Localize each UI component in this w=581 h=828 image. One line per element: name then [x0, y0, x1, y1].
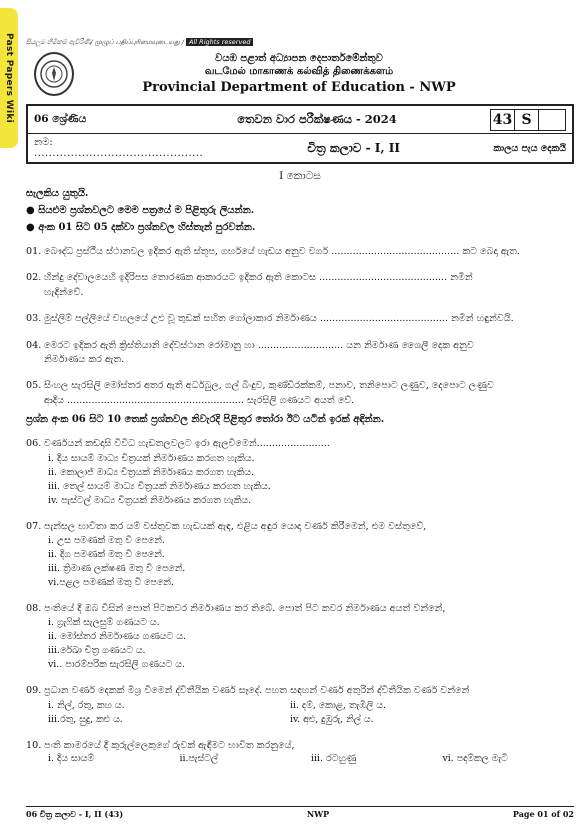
- subject-title: චිත්‍ර කලාව - I, II: [307, 140, 400, 155]
- question-text: පංති කාමරයේ දී කුරුල්ලෙකුගේ රුවක් ඇඳීමට භාවිත කරනුයේ,: [44, 739, 295, 751]
- option[interactable]: i. ග්‍රැෆික් සැලසුම් ගණයට ය.: [48, 617, 160, 629]
- question-05: [26, 379, 574, 408]
- footer-page-number: Page 01 of 02: [512, 809, 574, 819]
- option[interactable]: i. නිල්, රතු, කහ ය.: [48, 699, 125, 711]
- name-dots: ..............................................: [34, 148, 204, 159]
- paper-code-number: 43: [491, 110, 515, 130]
- instruction-note: සැලකිය යුතුයි.: [26, 188, 89, 199]
- term-title: තෙවන වාර පරීක්ෂණය - 2024: [237, 112, 397, 126]
- question-number: 07.: [26, 520, 42, 532]
- question-text: ප්‍රධාන වර්ණ දෙකක් මිශ්‍ර වීමෙන් ද්විතීයික වර්ණ සෑදේ. පහත සඳහන් වර්ණ අතුරින් ද්විතීයික වර්ණ වන්නේ: [44, 685, 470, 697]
- option[interactable]: i. උස පමණක් මතු වී පෙනේ.: [48, 534, 165, 546]
- options-07: [26, 534, 574, 590]
- question-04: [26, 339, 574, 368]
- provincial-seal-icon: [34, 52, 74, 96]
- question-text: වර්ණයන් කඩදාසි විවිධ හැඩතලවලට ඉරා ඇලවීමෙන්........................: [44, 438, 330, 450]
- sidebar-tab-label: Past Papers Wiki: [4, 32, 14, 123]
- rights-bar: All Rights reserved: [186, 38, 253, 46]
- question-text: පැන්සල භාවිතා කර යම් වස්තුවක හැඩයක් ඇඳ, එළිය අඳුර යොදා වර්ණ කිරීමෙන්, එම වස්තුවේ,: [44, 520, 427, 532]
- question-number: 06.: [26, 438, 42, 450]
- option[interactable]: ii. කොලාජ් මාධ්‍ය චිත්‍රයක් නිර්මාණය කරගත හැකිය.: [48, 466, 254, 478]
- footer-center: NWP: [306, 809, 330, 819]
- question-number: 04.: [26, 339, 42, 351]
- question-02: [26, 271, 574, 300]
- question-continuation: ආදිය .......................................................... සැරසිලි ගණයට අයත් වේ.: [44, 394, 355, 406]
- exam-header: [26, 48, 574, 100]
- option[interactable]: iv. පැස්ටල් මාධ්‍ය චිත්‍රයක් නිර්මාණය කරගත හැකිය.: [48, 494, 252, 506]
- rights-prefix: සියලුම හිමිකම් ඇවිරිණි/ முழுப் பதிப்புரிமையுடையது /: [26, 38, 187, 46]
- option[interactable]: ii. දිග පමණක් මතු වී පෙනේ.: [48, 548, 165, 560]
- option[interactable]: iv. අළු, දුඹුරු, නිල් ය.: [289, 713, 374, 725]
- question-number: 08.: [26, 602, 42, 614]
- option[interactable]: iii. තෙල් සායම් මාධ්‍ය චිත්‍රයක් නිර්මාණය කරගත හැකිය.: [48, 480, 271, 492]
- question-10: [26, 739, 574, 753]
- department-titles: [74, 53, 524, 95]
- instruction-bullet-1: ● සියළුම ප්‍රශ්නවලට මෙම පත්‍රයේ ම පිළිතුරු ලියන්න.: [26, 205, 255, 216]
- question-06: [26, 437, 574, 451]
- option[interactable]: iii.රතු, සුදු, කළු ය.: [48, 713, 123, 725]
- question-number: 05.: [26, 380, 42, 392]
- section-title: I කොටස: [279, 170, 321, 182]
- info-row-top: [28, 106, 572, 134]
- options-09: [26, 699, 574, 727]
- options-06: [26, 452, 574, 508]
- option[interactable]: vi. පදම්කල මැටි: [442, 753, 508, 765]
- option[interactable]: iii.රේඛා චිත්‍ර ගණයට ය.: [48, 645, 146, 657]
- option[interactable]: i. දිය සායම්: [48, 753, 95, 765]
- question-number: 10.: [26, 739, 42, 751]
- question-09: [26, 684, 574, 698]
- instruction-bullet-2: ● අංක 01 සිට 05 දක්වා ප්‍රශ්නවල හිස්තැන් පුරවන්න.: [26, 222, 256, 233]
- rights-line: [26, 38, 574, 48]
- paper-code-empty: [539, 110, 565, 130]
- question-text: සිංහල සැරසිලි මෝස්තර අතර ඇති අර්ධබුල, ගල් බිංදුව, කුණ්ඩිරක්කම්, පනාව, තනිපොට ලණුව, දෙපොට ලණුව: [44, 380, 494, 392]
- paper-code-box: [490, 109, 566, 131]
- grade-label: 06 ශ්‍රේණිය: [34, 113, 87, 125]
- options-10: [26, 753, 574, 764]
- question-number: 02.: [26, 272, 42, 284]
- paper-code-letter: S: [515, 110, 539, 130]
- question-text: බෞද්ධ ප්‍රස්ථීය ස්ථානවල ඉදිකර ඇති ස්තූප, ගර්භයේ හැඩය අනුව වර්ග .......................................... කට බෙදා ඇත.: [44, 246, 520, 257]
- option[interactable]: vi.. පාරම්පරික සැරසිලි ගණයට ය.: [48, 659, 185, 671]
- question-number: 03.: [26, 313, 42, 325]
- question-number: 01.: [26, 246, 42, 257]
- question-01: [26, 245, 574, 259]
- options-08: [26, 616, 574, 672]
- header-line-sinhala: වයඹ පළාත් අධ්‍යාපන දෙපාර්තමේන්තුව: [215, 53, 383, 64]
- option[interactable]: ii. දම්, කොළ, තැඹිලි ය.: [289, 699, 386, 711]
- question-text: හින්දු දේවාලයෙහි ඉදිරිපස තොරණක ආකාරයට ඉදිකර ඇති කොටස .......................................... නමින්: [44, 272, 473, 284]
- option[interactable]: iii. ත්‍රිමාණ ලක්ෂණ මතු වී පෙනේ.: [48, 562, 186, 574]
- option[interactable]: vi.පළල පමණක් මතු වී පෙනේ.: [48, 576, 174, 588]
- option[interactable]: ii.පැස්ටල්: [179, 753, 219, 765]
- question-03: [26, 312, 574, 326]
- exam-page: [26, 0, 574, 828]
- exam-info-box: [26, 104, 574, 164]
- past-papers-wiki-tab[interactable]: [0, 8, 18, 148]
- question-number: 09.: [26, 685, 42, 697]
- option[interactable]: i. දිය සායම් මාධ්‍ය චිත්‍රයක් නිර්මාණය කරගත හැකිය.: [48, 452, 255, 464]
- header-line-english: Provincial Department of Education - NWP: [142, 80, 456, 95]
- footer-left: 06 චිත්‍ර කලාව - I, II (43): [26, 809, 124, 819]
- instruction-mcq: ප්‍රශ්න අංක 06 සිට 10 තෙක් ප්‍රශ්නවල නිවැරදි පිළිතුර තෝරා ඊට යටින් ඉරක් අඳින්න.: [26, 414, 385, 426]
- header-line-tamil: வடமேல் மாகாணக் கல்வித் திணைக்களம்: [204, 66, 394, 77]
- option[interactable]: ii. මෝස්තර නිර්මාණය ගණයට ය.: [48, 631, 186, 643]
- question-08: [26, 602, 574, 616]
- name-label: නම:: [34, 137, 53, 148]
- name-field[interactable]: [34, 137, 214, 159]
- option[interactable]: iii. රටහුණු: [311, 753, 357, 765]
- time-label: කාලය පැය දෙකයි: [493, 142, 566, 154]
- question-text: මුස්ලිම් පල්ලියේ වහලයේ උළු වූ තුඩක් සහිත ගෝලාකාර නිර්මාණය .......................................... නමින් හඳුන්වයි.: [44, 313, 514, 325]
- question-text: මෙරට ඉදිකර ඇති ක්‍රිස්තියානි දේවස්ථාන රෝමානු හා ............................ යන නිර්මාණ ශෛලී දෙක අනුව: [44, 339, 474, 351]
- info-row-bottom: [28, 134, 572, 162]
- page-footer: [26, 806, 574, 820]
- question-text: පංතියේ දී ඔබ විසින් පොත් පිටකවර නිර්මාණය කර තිබේ. පොත් පිට කවර නිර්මාණය අයත් වන්නේ,: [44, 602, 446, 614]
- question-continuation: හැඳින්වේ.: [44, 286, 84, 298]
- question-continuation: නිර්මාණය කර ඇත.: [44, 353, 125, 365]
- question-07: [26, 520, 574, 534]
